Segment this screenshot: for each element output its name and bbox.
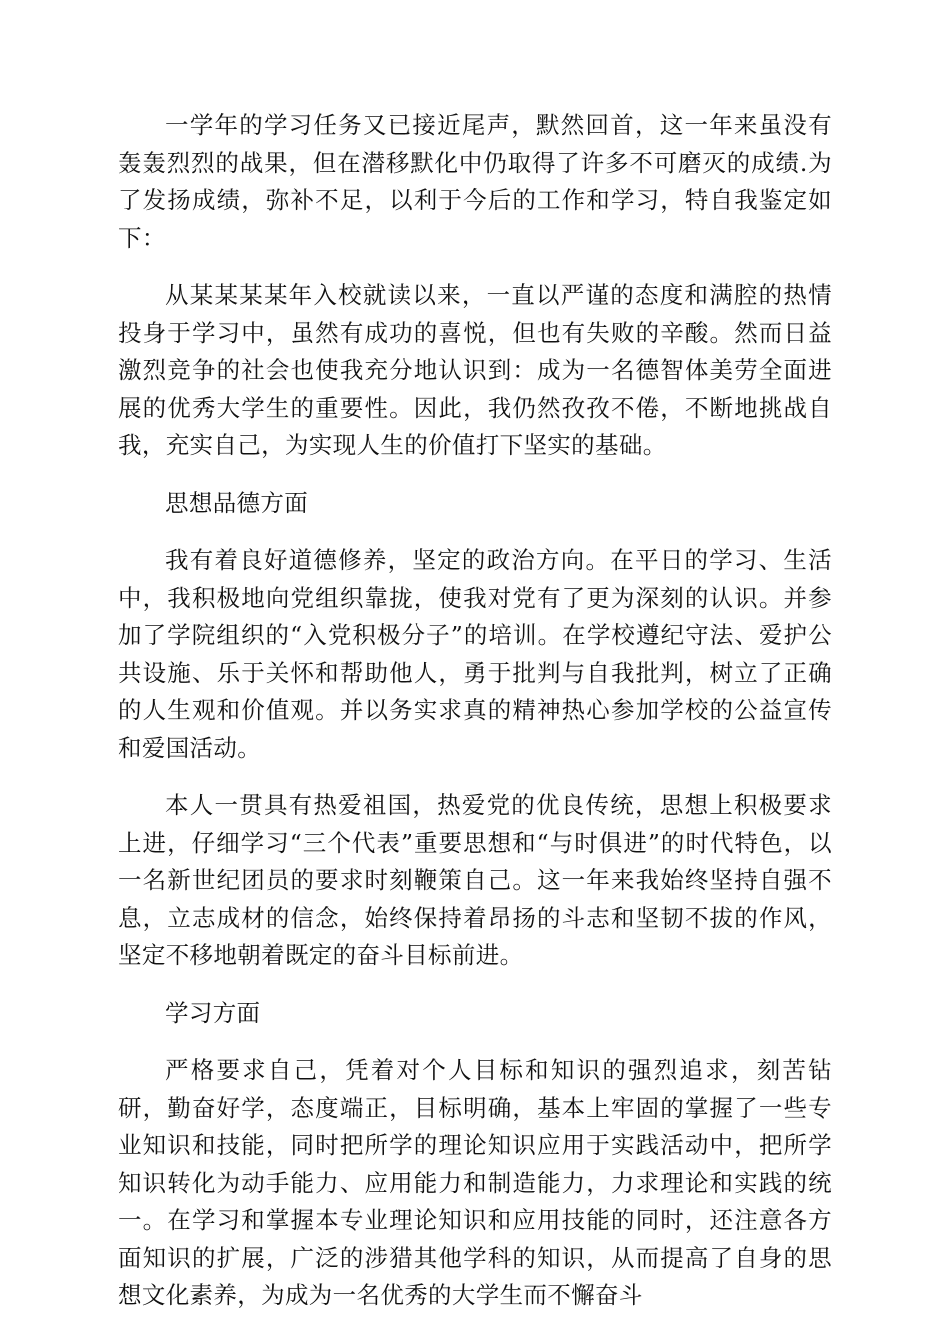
morality-paragraph-1: 我有着良好道德修养，坚定的政治方向。在平日的学习、生活中，我积极地向党组织靠拢，使我对党有了更为深刻的认识。并参加了学院组织的“入党积极分子”的培训。在学校遵纪守法、爱护公共设施、乐于关怀和帮助他人，勇于批判与自我批判，树立了正确的人生观和价值观。并以务实求真的精神热心参加学校的公益宣传和爱国活动。 [118, 546, 832, 762]
section-heading-study: 学习方面 [165, 998, 261, 1027]
section-heading-morality: 思想品德方面 [165, 488, 309, 517]
document-body [118, 107, 832, 1335]
study-paragraph: 严格要求自己，凭着对个人目标和知识的强烈追求，刻苦钻研，勤奋好学，态度端正，目标明确，基本上牢固的掌握了一些专业知识和技能，同时把所学的理论知识应用于实践活动中，把所学知识转化为动手能力、应用能力和制造能力，力求理论和实践的统一。在学习和掌握本专业理论知识和应用技能的同时，还注意各方面知识的扩展，广泛的涉猎其他学科的知识，从而提高了自身的思想文化素养，为成为一名优秀的大学生而不懈奋斗 [118, 1056, 832, 1309]
intro-paragraph: 一学年的学习任务又已接近尾声，默然回首，这一年来虽没有轰轰烈烈的战果，但在潜移默化中仍取得了许多不可磨灭的成绩.为了发扬成绩，弥补不足，以利于今后的工作和学习，特自我鉴定如下： [118, 111, 832, 252]
enrollment-paragraph: 从某某某某年入校就读以来，一直以严谨的态度和满腔的热情投身于学习中，虽然有成功的喜悦，但也有失败的辛酸。然而日益激烈竞争的社会也使我充分地认识到：成为一名德智体美劳全面进展的优秀大学生的重要性。因此，我仍然孜孜不倦，不断地挑战自我，充实自己，为实现人生的价值打下坚实的基础。 [118, 281, 832, 459]
morality-paragraph-2: 本人一贯具有热爱祖国，热爱党的优良传统，思想上积极要求上进，仔细学习“三个代表”重要思想和“与时俱进”的时代特色，以一名新世纪团员的要求时刻鞭策自己。这一年来我始终坚持自强不息，立志成材的信念，始终保持着昂扬的斗志和坚韧不拔的作风，坚定不移地朝着既定的奋斗目标前进。 [118, 791, 832, 969]
